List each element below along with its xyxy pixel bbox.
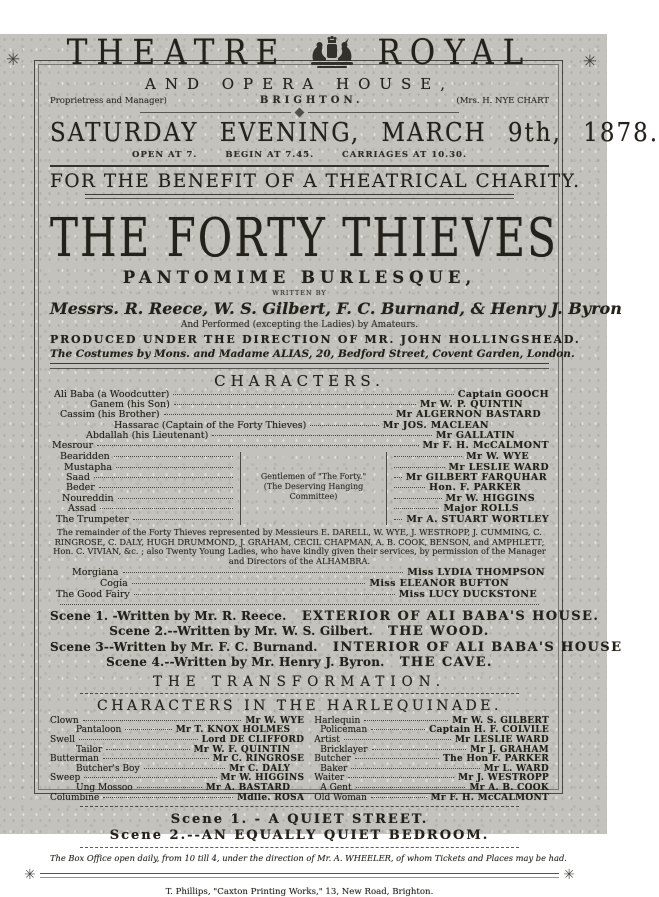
actor-name: Mr W. P. QUINTIN [419,399,523,411]
role-name: Mesrour [52,440,94,452]
role-name: Artist [314,735,340,746]
costumes-line: The Costumes by Mons. and Madame ALIAS, 20, Bedford Street, Covent Garden, London. [50,348,575,360]
scene-title: INTERIOR OF ALI BABA'S HOUSE [332,639,623,655]
dotted-leader [364,720,448,721]
box-office-note: The Box Office open daily, from 10 till 4, under the direction of Mr. A. WHEELER, of whom Tickets and Places may be had. [50,853,567,864]
scene-line [50,624,549,640]
actor-name: Mr F. H. McCALMONT [422,440,549,452]
dotted-leader [371,797,427,798]
harlequinade-scene-line: Scene 1. - A QUIET STREET. [170,812,429,828]
scene-intro: Scene 4.--Written by Mr. Henry J. Byron. [106,655,385,670]
begin-time: BEGIN AT 7.45. [225,150,315,160]
play-subtitle: PANTOMIME BURLESQUE, [122,268,477,287]
dotted-leader [99,487,233,488]
dotted-leader [116,467,233,468]
actor-name: Mdlle. ROSA [237,792,305,803]
role-name: Butterman [50,754,99,765]
dotted-leader [394,467,445,468]
actor-name: Mr C. DALY [229,763,291,774]
dotted-leader [133,519,234,520]
role-name: Mustapha [64,461,113,473]
characters-heading: CHARACTERS. [214,372,385,390]
role-name: Policeman [320,725,368,736]
role-name: The Trumpeter [56,513,129,525]
dotted-leader [356,787,466,788]
role-name: Saad [66,472,90,484]
royal-crest-icon [303,34,361,72]
performed-note: And Performed (excepting the Ladies) by Amateurs. [180,320,419,330]
role-name: The Good Fairy [56,589,130,601]
dotted-leader [355,758,439,759]
forty-thieves-group [50,452,549,525]
remainder-note: The remainder of the Forty Thieves represented by Messieurs E. DARELL, W. WYE, J. WESTROPP, J. CUMMING, C. RINGROSE, C. DALY, HUGH DRUMMOND, J. GRAHAM, CECIL CHAPMAN, A. B. COOK, BENSON, and AMPHLETT; Hon. C. VIVIAN, &c. ; also Twenty Young Ladies, who have kindly given their services, by permission of the Manager and Directors of the ALHAMBRA. [53,527,546,566]
dotted-leader [394,477,402,478]
rule [60,604,539,605]
dotted-leader [132,583,366,584]
theatre-name [50,34,549,72]
dotted-leader [394,487,425,488]
dotted-leader [394,519,403,520]
scene-intro: Scene 2.--Written by Mr. W. S. Gilbert. [109,624,373,639]
scene-title: EXTERIOR OF ALI BABA'S HOUSE. [301,608,600,624]
role-name: Noureddin [62,492,114,504]
dotted-leader [83,720,242,721]
opera-house-subtitle: AND OPERA HOUSE, [145,75,454,93]
actor-name: Mr LESLIE WARD [448,461,549,473]
dotted-leader [97,445,418,446]
city-name: BRIGHTON. [259,95,364,106]
actor-name: Mr JOS. MACLEAN [382,419,489,431]
dotted-leader [134,594,395,595]
actor-name: Major ROLLS [443,503,519,515]
scene-title: THE CAVE. [399,655,493,671]
star-ornament-icon: ✳ [24,867,36,884]
forty-label-line2: (The Deserving Hanging Committee) [263,482,364,502]
dotted-leader [106,749,190,750]
proprietor-line [50,95,549,106]
dotted-leader [372,749,467,750]
ladies-cast-list [50,568,549,600]
printer-imprint: T. Phillips, "Caxton Printing Works," 13, New Road, Brighton. [165,887,434,897]
carriages-time: CARRIAGES AT 10.30. [342,150,467,160]
role-name: Old Woman [314,792,367,803]
scroll-ornament [140,109,459,116]
forty-roles-column [50,452,241,525]
actor-name: Mr W. HIGGINS [445,492,535,504]
actor-name: Mr A. BASTARD [205,782,291,793]
cast-cell [50,794,304,804]
produced-line: PRODUCED UNDER THE DIRECTION OF MR. JOHN HOLLINGSHEAD. [50,333,581,346]
cast-cell [314,794,549,804]
actor-name: Mr W. HIGGINS [220,773,305,784]
corner-ornament: ✳ [582,52,597,72]
scene-intro: Scene 3--Written by Mr. F. C. Burnand. [50,639,318,654]
role-name: Ganem (his Son) [90,399,170,411]
role-name: Pantaloon [76,725,122,736]
dotted-leader [212,435,432,436]
dotted-leader [394,456,462,457]
forty-actors-column [386,452,549,525]
actor-name: Hon. F. PARKER [429,482,521,494]
role-name: Butcher [314,754,351,765]
scenes-list [50,608,623,671]
main-cast-list [50,390,549,451]
dotted-leader [100,508,233,509]
harlequinade-scenes [50,812,549,844]
cast-row [50,590,549,601]
dotted-leader [103,797,233,798]
authors-line: Messrs. R. Reece, W. S. Gilbert, F. C. Burnand, & Henry J. Byron [50,299,622,318]
role-name: Baker [320,763,348,774]
role-name: Harlequin [314,715,361,726]
actor-name: Miss LYDIA THOMPSON [407,567,545,579]
proprietor-label: Proprietress and Manager) [50,96,167,106]
star-ornament-icon: ✳ [563,867,575,884]
actor-name: Miss LUCY DUCKSTONE [398,589,537,601]
actor-name: Mr L. WARD [483,763,549,774]
actor-name: Mr A. B. COOK [469,782,549,793]
actor-name: Mr A. STUART WORTLEY [406,513,549,525]
role-name: Clown [50,715,79,726]
performance-date: SATURDAY EVENING, MARCH 9th, 1878. [50,118,659,148]
role-name: Sweep [50,773,81,784]
dotted-leader [125,729,171,730]
actor-name: Mr LESLIE WARD [454,735,549,746]
actor-name: Miss ELEANOR BUFTON [369,578,509,590]
dotted-leader [118,498,234,499]
cast-row [50,515,237,525]
dotted-leader [344,739,451,740]
theatre-name-left: THEATRE [66,32,288,74]
transformation-line: THE TRANSFORMATION. [153,673,446,690]
actor-name: Mr W. F. QUINTIN [193,744,291,755]
written-by-label: WRITTEN BY [272,289,327,297]
role-name: A Gent [320,782,352,793]
play-title: THE FORTY THIEVES [50,206,558,269]
dotted-leader [394,508,440,509]
forty-label-line1: Gentlemen of "The Forty." [260,472,367,482]
role-name: Abdallah (his Lieutenant) [86,429,209,441]
corner-ornament: ✳ [6,50,21,70]
role-name: Morgiana [72,567,119,579]
footer-rule [20,867,579,883]
harlequinade-heading: CHARACTERS IN THE HARLEQUINADE. [97,697,502,714]
actor-name: Captain H. F. COLVILE [429,725,549,736]
actor-name: Mr F. H. McCALMONT [430,792,549,803]
scene-title: THE WOOD. [388,624,490,640]
actor-name: The Hon F. PARKER [443,754,549,765]
dotted-leader [123,572,404,573]
open-time: OPEN AT 7. [132,150,198,160]
role-name: Bearidden [60,451,110,463]
role-name: Bricklayer [320,744,368,755]
actor-name: Mr GILBERT FARQUHAR [405,472,547,484]
cast-row [50,441,549,451]
dotted-leader [394,498,442,499]
actor-name: Mr ALGERNON BASTARD [396,409,541,421]
role-name: Cogia [100,578,128,590]
role-name: Beder [66,482,95,494]
dotted-leader [173,394,454,395]
actor-name: Mr J. GRAHAM [470,744,549,755]
dotted-leader [310,425,378,426]
forty-group-label [241,452,385,525]
dotted-leader [94,477,233,478]
cast-row [390,515,549,525]
role-name: Cassim (his Brother) [60,409,160,421]
scene-line [50,655,549,671]
role-name: Swell [50,735,75,746]
dotted-leader [103,758,209,759]
dotted-leader [164,414,392,415]
role-name: Ung Mossoo [76,782,133,793]
actor-name: Lord DE CLIFFORD [201,735,305,746]
dotted-leader [348,777,454,778]
dotted-leader [174,404,416,405]
dotted-leader [351,768,479,769]
role-name: Hassarac (Captain of the Forty Thieves) [114,419,307,431]
role-name: Tailor [76,744,103,755]
rule [80,693,519,694]
table-row [50,794,549,804]
harlequinade-scene-line: Scene 2.--AN EQUALLY QUIET BEDROOM. [109,828,490,844]
actor-name: Mr J. WESTROPP [458,773,549,784]
scene-intro: Scene 1. -Written by Mr. R. Reece. [50,608,287,623]
dotted-leader [144,768,226,769]
dotted-leader [137,787,202,788]
role-name: Waiter [314,773,345,784]
role-name: Butcher's Boy [76,763,140,774]
actor-name: Mr GALLATIN [435,429,515,441]
actor-name: Mr W. S. GILBERT [452,715,549,726]
actor-name: Mr C. RINGROSE [212,754,305,765]
dotted-leader [371,729,425,730]
dotted-leader [84,777,216,778]
role-name: Assad [68,503,97,515]
dotted-leader [79,739,198,740]
actor-name: Mr T. KNOX HOLMES [175,725,291,736]
scene-line [50,639,623,656]
harlequinade-cast-table [50,717,549,803]
theatre-name-right: ROYAL [377,32,533,74]
rule [80,806,519,807]
rule [50,165,549,167]
times-line [50,150,549,160]
actor-name: Mr W. WYE [466,451,529,463]
proprietor-name: (Mrs. H. NYE CHART [456,96,549,106]
actor-name: Captain GOOCH [457,389,549,400]
scene-line [50,608,600,625]
rule [50,363,549,369]
benefit-line: FOR THE BENEFIT OF A THEATRICAL CHARITY. [50,171,581,192]
rule [85,194,514,199]
role-name: Ali Baba (a Woodcutter) [54,389,170,400]
playbill-page [0,32,659,897]
rule [80,847,519,848]
actor-name: Mr W. WYE [245,715,305,726]
dotted-leader [114,456,234,457]
role-name: Columbine [50,792,100,803]
